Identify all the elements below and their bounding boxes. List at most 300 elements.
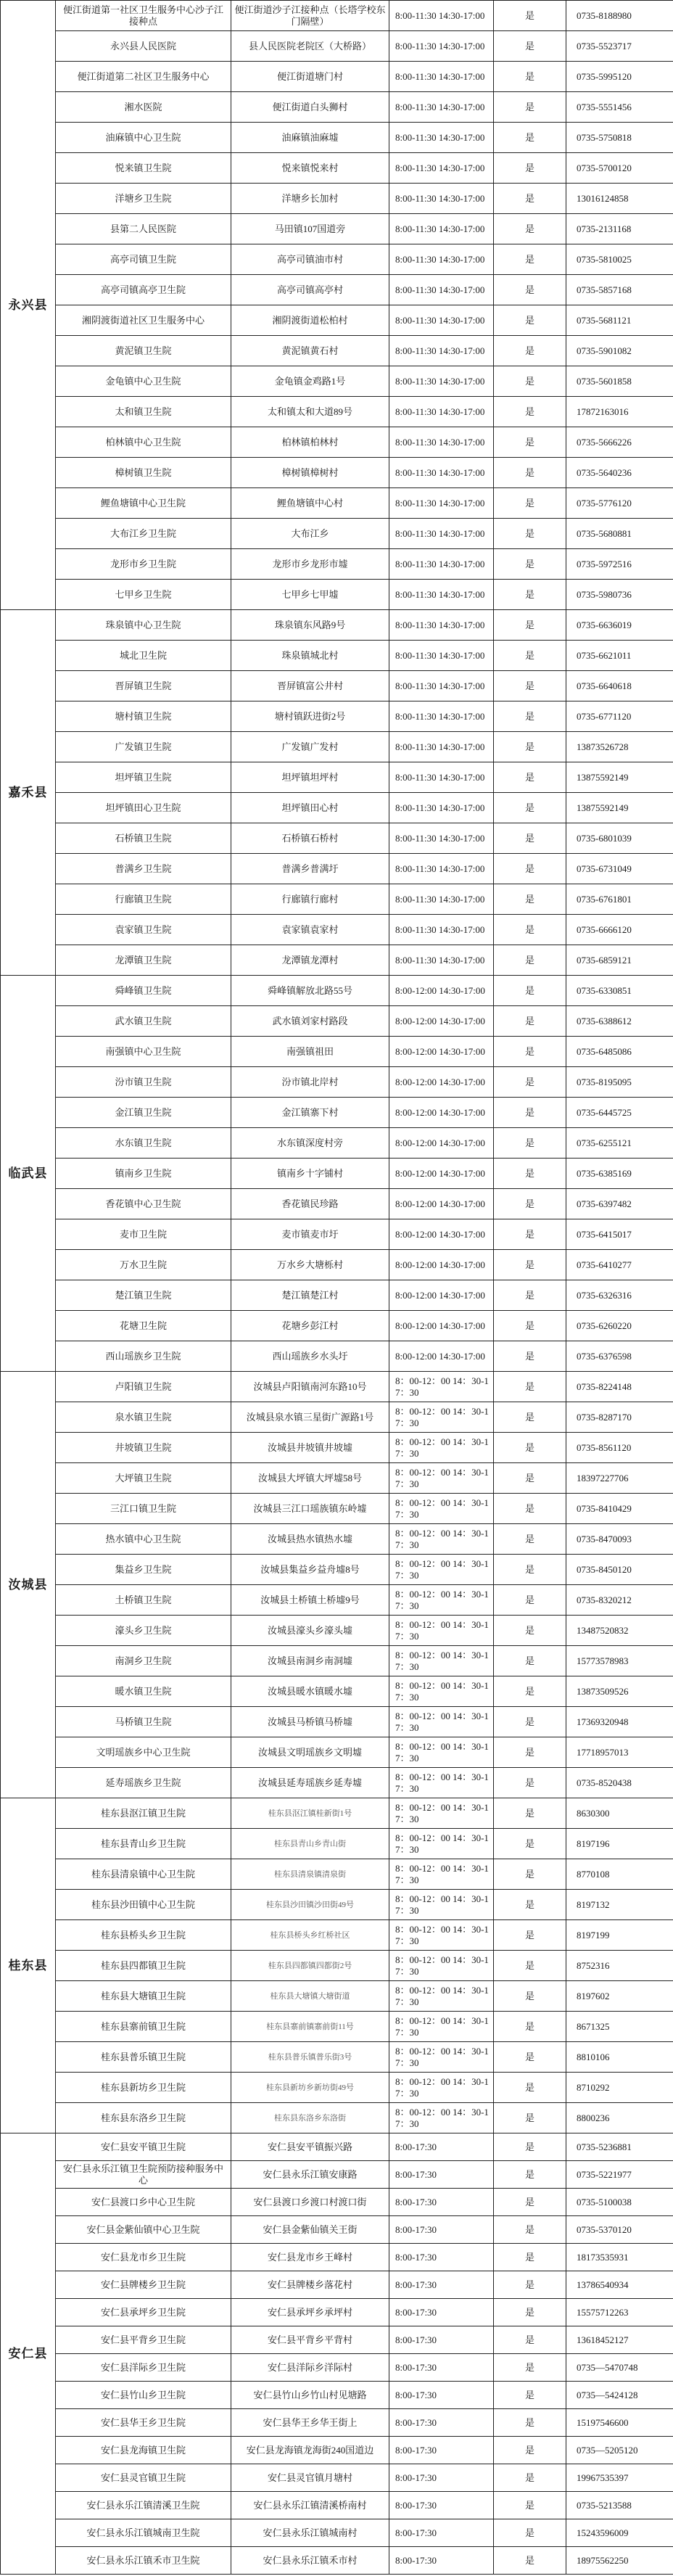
site-name-cell: 龙潭镇卫生院 bbox=[56, 945, 231, 976]
phone-cell: 0735-8320212 bbox=[566, 1585, 673, 1616]
open-status-cell: 是 bbox=[494, 2519, 566, 2547]
phone-cell: 0735-6385169 bbox=[566, 1159, 673, 1189]
address-cell: 安仁县洋际乡洋际村 bbox=[231, 2354, 389, 2382]
hours-cell: 8:00-17:30 bbox=[389, 2216, 494, 2244]
open-status-cell: 是 bbox=[494, 519, 566, 549]
address-cell: 塘村镇跃进街2号 bbox=[231, 701, 389, 732]
address-cell: 石桥镇石桥村 bbox=[231, 823, 389, 854]
site-name-cell: 安仁县灵官镇卫生院 bbox=[56, 2464, 231, 2492]
address-cell: 桂东县桥头乡红桥社区 bbox=[231, 1920, 389, 1951]
open-status-cell: 是 bbox=[494, 153, 566, 184]
table-row bbox=[1, 1159, 673, 1189]
address-cell: 樟树镇樟树村 bbox=[231, 458, 389, 488]
table-row bbox=[1, 1189, 673, 1219]
table-row bbox=[1, 2354, 673, 2382]
table-row bbox=[1, 305, 673, 336]
table-row bbox=[1, 2073, 673, 2103]
address-cell: 安仁县渡口乡渡口村渡口街 bbox=[231, 2189, 389, 2216]
table-row bbox=[1, 1494, 673, 1524]
phone-cell: 17718957013 bbox=[566, 1737, 673, 1768]
open-status-cell: 是 bbox=[494, 1616, 566, 1646]
site-name-cell: 暖水镇卫生院 bbox=[56, 1676, 231, 1707]
phone-cell: 13016124858 bbox=[566, 184, 673, 214]
open-status-cell: 是 bbox=[494, 1189, 566, 1219]
site-name-cell: 热水镇中心卫生院 bbox=[56, 1524, 231, 1555]
site-name-cell: 桂东县沙田镇中心卫生院 bbox=[56, 1890, 231, 1920]
address-cell: 汝城县热水镇热水墟 bbox=[231, 1524, 389, 1555]
phone-cell: 0735-6731049 bbox=[566, 854, 673, 884]
table-row bbox=[1, 1341, 673, 1372]
hours-cell: 8:00-12:00 14:30-17:00 bbox=[389, 1037, 494, 1067]
open-status-cell: 是 bbox=[494, 2437, 566, 2464]
phone-cell: 0735-6260220 bbox=[566, 1311, 673, 1341]
address-cell: 汝城县卢阳镇南河东路10号 bbox=[231, 1372, 389, 1402]
site-name-cell: 金龟镇中心卫生院 bbox=[56, 366, 231, 397]
address-cell: 金江镇寨下村 bbox=[231, 1098, 389, 1128]
table-row bbox=[1, 2382, 673, 2409]
site-name-cell: 珠泉镇中心卫生院 bbox=[56, 610, 231, 641]
phone-cell: 0735-5972516 bbox=[566, 549, 673, 580]
hours-cell: 8:00-11:30 14:30-17:00 bbox=[389, 397, 494, 427]
hours-cell: 8：00-12：00 14：30-17：30 bbox=[389, 1768, 494, 1798]
hours-cell: 8：00-12：00 14：30-17：30 bbox=[389, 1646, 494, 1676]
site-name-cell: 桂东县新坊乡卫生院 bbox=[56, 2073, 231, 2103]
phone-cell: 0735-5750818 bbox=[566, 123, 673, 153]
site-name-cell: 安仁县永乐江镇禾市卫生院 bbox=[56, 2547, 231, 2575]
table-row bbox=[1, 1981, 673, 2012]
address-cell: 便江街道白头狮村 bbox=[231, 92, 389, 123]
hours-cell: 8:00-11:30 14:30-17:00 bbox=[389, 671, 494, 701]
hours-cell: 8：00-12：00 14：30-17：30 bbox=[389, 2012, 494, 2042]
address-cell: 桂东县大塘镇大塘街道 bbox=[231, 1981, 389, 2012]
county-cell: 桂东县 bbox=[1, 1798, 56, 2133]
table-row bbox=[1, 793, 673, 823]
table-row bbox=[1, 854, 673, 884]
table-row bbox=[1, 2161, 673, 2189]
site-name-cell: 高亭司镇卫生院 bbox=[56, 244, 231, 275]
open-status-cell: 是 bbox=[494, 1951, 566, 1981]
table-row bbox=[1, 2103, 673, 2133]
site-name-cell: 楚江镇卫生院 bbox=[56, 1280, 231, 1311]
address-cell: 安仁县承坪乡承坪村 bbox=[231, 2299, 389, 2326]
hours-cell: 8：00-12：00 14：30-17：30 bbox=[389, 1707, 494, 1737]
site-name-cell: 万水卫生院 bbox=[56, 1250, 231, 1280]
open-status-cell: 是 bbox=[494, 62, 566, 92]
hours-cell: 8:00-11:30 14:30-17:00 bbox=[389, 854, 494, 884]
table-row bbox=[1, 1463, 673, 1494]
site-name-cell: 三江口镇卫生院 bbox=[56, 1494, 231, 1524]
open-status-cell: 是 bbox=[494, 1524, 566, 1555]
open-status-cell: 是 bbox=[494, 1280, 566, 1311]
address-cell: 西山瑶族乡水头圩 bbox=[231, 1341, 389, 1372]
hours-cell: 8：00-12：00 14：30-17：30 bbox=[389, 2103, 494, 2133]
phone-cell: 0735-5523717 bbox=[566, 31, 673, 62]
hours-cell: 8:00-12:00 14:30-17:00 bbox=[389, 1219, 494, 1250]
hours-cell: 8:00-12:00 14:30-17:00 bbox=[389, 976, 494, 1006]
table-row bbox=[1, 2464, 673, 2492]
phone-cell: 0735-5370120 bbox=[566, 2216, 673, 2244]
open-status-cell: 是 bbox=[494, 2189, 566, 2216]
phone-cell: 0735-5100038 bbox=[566, 2189, 673, 2216]
table-row bbox=[1, 2437, 673, 2464]
phone-cell: 0735-6666120 bbox=[566, 915, 673, 945]
phone-cell: 0735-5810025 bbox=[566, 244, 673, 275]
open-status-cell: 是 bbox=[494, 2216, 566, 2244]
site-name-cell: 水东镇卫生院 bbox=[56, 1128, 231, 1159]
phone-cell: 0735-5700120 bbox=[566, 153, 673, 184]
site-name-cell: 湘水医院 bbox=[56, 92, 231, 123]
table-row bbox=[1, 1433, 673, 1463]
site-name-cell: 便江街道第二社区卫生服务中心 bbox=[56, 62, 231, 92]
hours-cell: 8:00-11:30 14:30-17:00 bbox=[389, 580, 494, 610]
phone-cell: 8752316 bbox=[566, 1951, 673, 1981]
hours-cell: 8:00-17:30 bbox=[389, 2382, 494, 2409]
site-name-cell: 安仁县金紫仙镇中心卫生院 bbox=[56, 2216, 231, 2244]
address-cell: 袁家镇袁家村 bbox=[231, 915, 389, 945]
hours-cell: 8:00-11:30 14:30-17:00 bbox=[389, 305, 494, 336]
address-cell: 便江街道塘门村 bbox=[231, 62, 389, 92]
site-name-cell: 桂东县大塘镇卫生院 bbox=[56, 1981, 231, 2012]
phone-cell: 13873509526 bbox=[566, 1676, 673, 1707]
phone-cell: 0735-6640618 bbox=[566, 671, 673, 701]
phone-cell: 0735-5666226 bbox=[566, 427, 673, 458]
address-cell: 龙潭镇龙潭村 bbox=[231, 945, 389, 976]
hours-cell: 8:00-11:30 14:30-17:00 bbox=[389, 184, 494, 214]
open-status-cell: 是 bbox=[494, 701, 566, 732]
open-status-cell: 是 bbox=[494, 1494, 566, 1524]
address-cell: 洋塘乡长加村 bbox=[231, 184, 389, 214]
hours-cell: 8:00-17:30 bbox=[389, 2547, 494, 2575]
hours-cell: 8:00-17:30 bbox=[389, 2161, 494, 2189]
open-status-cell: 是 bbox=[494, 2161, 566, 2189]
county-cell: 永兴县 bbox=[1, 1, 56, 610]
phone-cell: 8197602 bbox=[566, 1981, 673, 2012]
table-row bbox=[1, 671, 673, 701]
site-name-cell: 香花镇中心卫生院 bbox=[56, 1189, 231, 1219]
site-name-cell: 泉水镇卫生院 bbox=[56, 1402, 231, 1433]
site-name-cell: 濠头乡卫生院 bbox=[56, 1616, 231, 1646]
site-name-cell: 土桥镇卫生院 bbox=[56, 1585, 231, 1616]
open-status-cell: 是 bbox=[494, 184, 566, 214]
site-name-cell: 龙形市乡卫生院 bbox=[56, 549, 231, 580]
address-cell: 安仁县安平镇振兴路 bbox=[231, 2133, 389, 2161]
address-cell: 汝城县土桥镇土桥墟9号 bbox=[231, 1585, 389, 1616]
site-name-cell: 湘阴渡街道社区卫生服务中心 bbox=[56, 305, 231, 336]
table-row bbox=[1, 1768, 673, 1798]
site-name-cell: 桂东县四都镇卫生院 bbox=[56, 1951, 231, 1981]
address-cell: 行廊镇行廊村 bbox=[231, 884, 389, 915]
site-name-cell: 延寿瑶族乡卫生院 bbox=[56, 1768, 231, 1798]
phone-cell: 15773578983 bbox=[566, 1646, 673, 1676]
site-name-cell: 安仁县龙海镇卫生院 bbox=[56, 2437, 231, 2464]
table-row bbox=[1, 153, 673, 184]
hours-cell: 8:00-11:30 14:30-17:00 bbox=[389, 793, 494, 823]
phone-cell: 0735-6801039 bbox=[566, 823, 673, 854]
open-status-cell: 是 bbox=[494, 2244, 566, 2271]
address-cell: 柏林镇柏林村 bbox=[231, 427, 389, 458]
hours-cell: 8:00-11:30 14:30-17:00 bbox=[389, 366, 494, 397]
phone-cell: 0735-6388612 bbox=[566, 1006, 673, 1037]
site-name-cell: 樟树镇卫生院 bbox=[56, 458, 231, 488]
phone-cell: 15243596009 bbox=[566, 2519, 673, 2547]
table-row bbox=[1, 2299, 673, 2326]
open-status-cell: 是 bbox=[494, 671, 566, 701]
address-cell: 安仁县金紫仙镇关王街 bbox=[231, 2216, 389, 2244]
phone-cell: 8710292 bbox=[566, 2073, 673, 2103]
site-name-cell: 井坡镇卫生院 bbox=[56, 1433, 231, 1463]
table-row bbox=[1, 1372, 673, 1402]
site-name-cell: 洋塘乡卫生院 bbox=[56, 184, 231, 214]
open-status-cell: 是 bbox=[494, 1067, 566, 1098]
table-row bbox=[1, 244, 673, 275]
open-status-cell: 是 bbox=[494, 1463, 566, 1494]
table-row bbox=[1, 1798, 673, 1829]
open-status-cell: 是 bbox=[494, 1433, 566, 1463]
open-status-cell: 是 bbox=[494, 1037, 566, 1067]
site-name-cell: 坦坪镇田心卫生院 bbox=[56, 793, 231, 823]
address-cell: 悦来镇悦来村 bbox=[231, 153, 389, 184]
hours-cell: 8：00-12：00 14：30-17：30 bbox=[389, 1920, 494, 1951]
address-cell: 香花镇民珍路 bbox=[231, 1189, 389, 1219]
hours-cell: 8:00-11:30 14:30-17:00 bbox=[389, 427, 494, 458]
table-row bbox=[1, 884, 673, 915]
open-status-cell: 是 bbox=[494, 1402, 566, 1433]
table-row bbox=[1, 2189, 673, 2216]
table-row bbox=[1, 458, 673, 488]
site-name-cell: 行廊镇卫生院 bbox=[56, 884, 231, 915]
hours-cell: 8：00-12：00 14：30-17：30 bbox=[389, 1951, 494, 1981]
hours-cell: 8：00-12：00 14：30-17：30 bbox=[389, 1981, 494, 2012]
open-status-cell: 是 bbox=[494, 1128, 566, 1159]
phone-cell: 0735-5776120 bbox=[566, 488, 673, 519]
county-cell: 汝城县 bbox=[1, 1372, 56, 1798]
open-status-cell: 是 bbox=[494, 732, 566, 762]
site-name-cell: 普满乡卫生院 bbox=[56, 854, 231, 884]
hours-cell: 8:00-11:30 14:30-17:00 bbox=[389, 641, 494, 671]
table-row bbox=[1, 1311, 673, 1341]
hours-cell: 8:00-17:30 bbox=[389, 2464, 494, 2492]
site-name-cell: 安仁县龙市乡卫生院 bbox=[56, 2244, 231, 2271]
phone-cell: 0735-6621011 bbox=[566, 641, 673, 671]
address-cell: 珠泉镇城北村 bbox=[231, 641, 389, 671]
hours-cell: 8:00-11:30 14:30-17:00 bbox=[389, 31, 494, 62]
phone-cell: 0735-5680881 bbox=[566, 519, 673, 549]
open-status-cell: 是 bbox=[494, 305, 566, 336]
open-status-cell: 是 bbox=[494, 92, 566, 123]
site-name-cell: 桂东县普乐镇卫生院 bbox=[56, 2042, 231, 2073]
address-cell: 安仁县竹山乡竹山村见塘路 bbox=[231, 2382, 389, 2409]
site-name-cell: 城北卫生院 bbox=[56, 641, 231, 671]
address-cell: 安仁县永乐江镇城南村 bbox=[231, 2519, 389, 2547]
address-cell: 汝城县大坪镇大坪墟58号 bbox=[231, 1463, 389, 1494]
hours-cell: 8：00-12：00 14：30-17：30 bbox=[389, 1890, 494, 1920]
address-cell: 坦坪镇坦坪村 bbox=[231, 762, 389, 793]
phone-cell: 8630300 bbox=[566, 1798, 673, 1829]
address-cell: 汝城县集益乡益舟墟8号 bbox=[231, 1555, 389, 1585]
open-status-cell: 是 bbox=[494, 275, 566, 305]
phone-cell: 8197132 bbox=[566, 1890, 673, 1920]
hours-cell: 8:00-17:30 bbox=[389, 2492, 494, 2519]
open-status-cell: 是 bbox=[494, 1981, 566, 2012]
table-row bbox=[1, 92, 673, 123]
hours-cell: 8：00-12：00 14：30-17：30 bbox=[389, 1463, 494, 1494]
site-name-cell: 广发镇卫生院 bbox=[56, 732, 231, 762]
table-row bbox=[1, 610, 673, 641]
table-row bbox=[1, 945, 673, 976]
table-row bbox=[1, 1585, 673, 1616]
site-name-cell: 高亭司镇高亭卫生院 bbox=[56, 275, 231, 305]
address-cell: 坦坪镇田心村 bbox=[231, 793, 389, 823]
phone-cell: 0735-8287170 bbox=[566, 1402, 673, 1433]
phone-cell: 0735-6761801 bbox=[566, 884, 673, 915]
open-status-cell: 是 bbox=[494, 1372, 566, 1402]
hours-cell: 8:00-12:00 14:30-17:00 bbox=[389, 1098, 494, 1128]
site-name-cell: 安仁县平背乡卫生院 bbox=[56, 2326, 231, 2354]
table-row bbox=[1, 1067, 673, 1098]
site-name-cell: 晋屏镇卫生院 bbox=[56, 671, 231, 701]
site-name-cell: 桂东县青山乡卫生院 bbox=[56, 1829, 231, 1859]
site-name-cell: 太和镇卫生院 bbox=[56, 397, 231, 427]
phone-cell: 17369320948 bbox=[566, 1707, 673, 1737]
phone-cell: 17872163016 bbox=[566, 397, 673, 427]
phone-cell: 0735-5857168 bbox=[566, 275, 673, 305]
address-cell: 安仁县灵官镇月塘村 bbox=[231, 2464, 389, 2492]
address-cell: 镇南乡十字铺村 bbox=[231, 1159, 389, 1189]
address-cell: 高亭司镇油市村 bbox=[231, 244, 389, 275]
site-name-cell: 安仁县承坪乡卫生院 bbox=[56, 2299, 231, 2326]
open-status-cell: 是 bbox=[494, 1, 566, 31]
hours-cell: 8:00-11:30 14:30-17:00 bbox=[389, 92, 494, 123]
phone-cell: 13875592149 bbox=[566, 793, 673, 823]
address-cell: 安仁县龙市乡王峰村 bbox=[231, 2244, 389, 2271]
table-row bbox=[1, 1006, 673, 1037]
phone-cell: 0735-8450120 bbox=[566, 1555, 673, 1585]
table-row bbox=[1, 1951, 673, 1981]
address-cell: 大布江乡 bbox=[231, 519, 389, 549]
site-name-cell: 西山瑶族乡卫生院 bbox=[56, 1341, 231, 1372]
table-row bbox=[1, 123, 673, 153]
address-cell: 汝城县泉水镇三星街广源路1号 bbox=[231, 1402, 389, 1433]
address-cell: 桂东县青山乡青山街 bbox=[231, 1829, 389, 1859]
hours-cell: 8:00-12:00 14:30-17:00 bbox=[389, 1159, 494, 1189]
address-cell: 桂东县新坊乡新坊街49号 bbox=[231, 2073, 389, 2103]
address-cell: 武水镇刘家村路段 bbox=[231, 1006, 389, 1037]
phone-cell: 13487520832 bbox=[566, 1616, 673, 1646]
address-cell: 桂东县普乐镇普乐街3号 bbox=[231, 2042, 389, 2073]
open-status-cell: 是 bbox=[494, 1219, 566, 1250]
table-row bbox=[1, 2012, 673, 2042]
table-row bbox=[1, 641, 673, 671]
open-status-cell: 是 bbox=[494, 1798, 566, 1829]
table-row bbox=[1, 915, 673, 945]
site-name-cell: 县第二人民医院 bbox=[56, 214, 231, 244]
address-cell: 汝城县马桥镇马桥墟 bbox=[231, 1707, 389, 1737]
hours-cell: 8：00-12：00 14：30-17：30 bbox=[389, 1494, 494, 1524]
open-status-cell: 是 bbox=[494, 2354, 566, 2382]
phone-cell: 0735-2131168 bbox=[566, 214, 673, 244]
table-row bbox=[1, 2244, 673, 2271]
hours-cell: 8:00-11:30 14:30-17:00 bbox=[389, 123, 494, 153]
table-row bbox=[1, 701, 673, 732]
open-status-cell: 是 bbox=[494, 976, 566, 1006]
address-cell: 汝城县井坡镇井坡墟 bbox=[231, 1433, 389, 1463]
address-cell: 楚江镇楚江村 bbox=[231, 1280, 389, 1311]
hours-cell: 8：00-12：00 14：30-17：30 bbox=[389, 1676, 494, 1707]
hours-cell: 8:00-12:00 14:30-17:00 bbox=[389, 1067, 494, 1098]
address-cell: 汝城县文明瑶族乡文明墟 bbox=[231, 1737, 389, 1768]
open-status-cell: 是 bbox=[494, 2073, 566, 2103]
hours-cell: 8:00-11:30 14:30-17:00 bbox=[389, 519, 494, 549]
open-status-cell: 是 bbox=[494, 1646, 566, 1676]
site-name-cell: 南洞乡卫生院 bbox=[56, 1646, 231, 1676]
site-name-cell: 桂东县寨前镇卫生院 bbox=[56, 2012, 231, 2042]
phone-cell: 13875592149 bbox=[566, 762, 673, 793]
open-status-cell: 是 bbox=[494, 458, 566, 488]
table-row bbox=[1, 1737, 673, 1768]
open-status-cell: 是 bbox=[494, 1159, 566, 1189]
table-row bbox=[1, 1524, 673, 1555]
site-name-cell: 永兴县人民医院 bbox=[56, 31, 231, 62]
hours-cell: 8:00-12:00 14:30-17:00 bbox=[389, 1250, 494, 1280]
table-row bbox=[1, 336, 673, 366]
hours-cell: 8:00-12:00 14:30-17:00 bbox=[389, 1006, 494, 1037]
phone-cell: 0735-5640236 bbox=[566, 458, 673, 488]
address-cell: 桂东县寨前镇寨前街11号 bbox=[231, 2012, 389, 2042]
open-status-cell: 是 bbox=[494, 214, 566, 244]
address-cell: 桂东县东洛乡东洛街 bbox=[231, 2103, 389, 2133]
county-cell: 安仁县 bbox=[1, 2133, 56, 2575]
address-cell: 龙形市乡龙形市墟 bbox=[231, 549, 389, 580]
phone-cell: 0735-6415017 bbox=[566, 1219, 673, 1250]
phone-cell: 0735-5601858 bbox=[566, 366, 673, 397]
hours-cell: 8:00-11:30 14:30-17:00 bbox=[389, 1, 494, 31]
open-status-cell: 是 bbox=[494, 2133, 566, 2161]
hours-cell: 8:00-11:30 14:30-17:00 bbox=[389, 244, 494, 275]
site-name-cell: 桂东县东洛乡卫生院 bbox=[56, 2103, 231, 2133]
hours-cell: 8:00-17:30 bbox=[389, 2326, 494, 2354]
phone-cell: 0735-6485086 bbox=[566, 1037, 673, 1067]
address-cell: 晋屏镇富公井村 bbox=[231, 671, 389, 701]
hours-cell: 8:00-17:30 bbox=[389, 2519, 494, 2547]
phone-cell: 19967535397 bbox=[566, 2464, 673, 2492]
table-row bbox=[1, 1128, 673, 1159]
hours-cell: 8:00-17:30 bbox=[389, 2244, 494, 2271]
site-name-cell: 塘村镇卫生院 bbox=[56, 701, 231, 732]
table-row bbox=[1, 1219, 673, 1250]
hours-cell: 8:00-11:30 14:30-17:00 bbox=[389, 275, 494, 305]
hours-cell: 8:00-11:30 14:30-17:00 bbox=[389, 62, 494, 92]
site-name-cell: 集益乡卫生院 bbox=[56, 1555, 231, 1585]
hours-cell: 8:00-17:30 bbox=[389, 2189, 494, 2216]
hours-cell: 8:00-11:30 14:30-17:00 bbox=[389, 153, 494, 184]
hours-cell: 8：00-12：00 14：30-17：30 bbox=[389, 1585, 494, 1616]
site-name-cell: 金江镇卫生院 bbox=[56, 1098, 231, 1128]
site-name-cell: 石桥镇卫生院 bbox=[56, 823, 231, 854]
address-cell: 桂东县清泉镇清泉街 bbox=[231, 1859, 389, 1890]
hours-cell: 8:00-12:00 14:30-17:00 bbox=[389, 1189, 494, 1219]
phone-cell: 0735-6636019 bbox=[566, 610, 673, 641]
phone-cell: 0735-6410277 bbox=[566, 1250, 673, 1280]
table-row bbox=[1, 488, 673, 519]
phone-cell: 0735-6255121 bbox=[566, 1128, 673, 1159]
address-cell: 水东镇深度村旁 bbox=[231, 1128, 389, 1159]
hours-cell: 8：00-12：00 14：30-17：30 bbox=[389, 1616, 494, 1646]
table-row bbox=[1, 1646, 673, 1676]
phone-cell: 0735-5980736 bbox=[566, 580, 673, 610]
address-cell: 金龟镇金鸡路1号 bbox=[231, 366, 389, 397]
hours-cell: 8:00-11:30 14:30-17:00 bbox=[389, 823, 494, 854]
hours-cell: 8:00-11:30 14:30-17:00 bbox=[389, 214, 494, 244]
